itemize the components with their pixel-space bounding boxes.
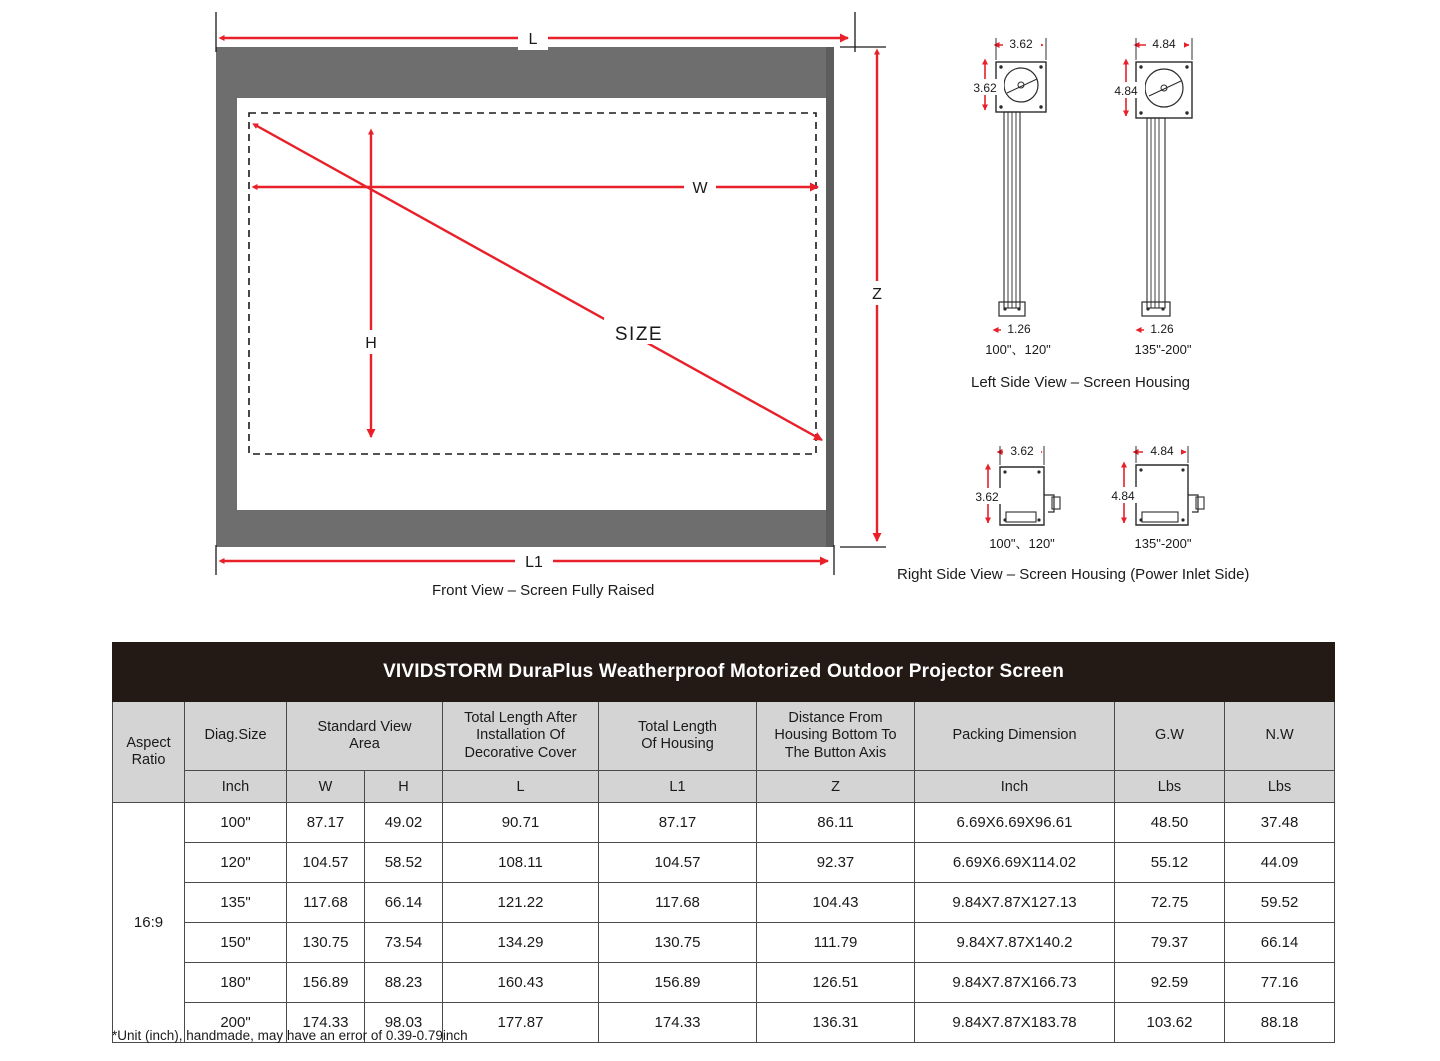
right-side-view-small: [968, 441, 1060, 551]
cell-l: 177.87: [443, 1003, 599, 1043]
cell-aspect-ratio: 16:9: [113, 803, 185, 1043]
dimension-L1: [224, 549, 828, 573]
svg-text:135"-200": 135"-200": [1134, 536, 1192, 551]
header-gw: G.W: [1115, 702, 1225, 771]
cell-nw: 44.09: [1225, 843, 1335, 883]
cell-z: 136.31: [757, 1003, 915, 1043]
svg-text:4.84: 4.84: [1150, 444, 1174, 458]
cell-diag: 135": [185, 883, 287, 923]
header-distance-axis: [757, 702, 915, 771]
front-view-screen: [216, 47, 834, 547]
cell-h: 73.54: [365, 923, 443, 963]
svg-text:1.26: 1.26: [1150, 322, 1174, 336]
svg-text:W: W: [692, 180, 708, 197]
header-nw: N.W: [1225, 702, 1335, 771]
header-total-length-cover-line2: Installation Of: [476, 727, 565, 744]
svg-text:Z: Z: [872, 286, 882, 303]
spec-table: [112, 642, 1335, 1043]
cell-l1: 87.17: [599, 803, 757, 843]
svg-text:100"、120": 100"、120": [985, 342, 1051, 357]
unit-z: Z: [757, 771, 915, 803]
header-distance-axis-line1: Distance From: [788, 709, 883, 726]
cell-l: 121.22: [443, 883, 599, 923]
svg-text:4.84: 4.84: [1114, 84, 1138, 98]
dimension-L: [224, 26, 848, 50]
header-distance-axis-line2: Housing Bottom To: [774, 727, 897, 744]
cell-packing: 9.84X7.87X127.13: [915, 883, 1115, 923]
cell-nw: 59.52: [1225, 883, 1335, 923]
header-total-length-cover: [443, 702, 599, 771]
left-side-view-small: [966, 34, 1051, 357]
cell-w: 87.17: [287, 803, 365, 843]
cell-diag: 100": [185, 803, 287, 843]
cell-nw: 88.18: [1225, 1003, 1335, 1043]
cell-l1: 104.57: [599, 843, 757, 883]
cell-h: 88.23: [365, 963, 443, 1003]
header-aspect-ratio: [113, 702, 185, 803]
cell-h: 98.03: [365, 1003, 443, 1043]
cell-diag: 120": [185, 843, 287, 883]
cell-w: 174.33: [287, 1003, 365, 1043]
table-row: [113, 843, 1335, 883]
cell-nw: 66.14: [1225, 923, 1335, 963]
cell-gw: 55.12: [1115, 843, 1225, 883]
unit-gw: Lbs: [1115, 771, 1225, 803]
unit-l: L: [443, 771, 599, 803]
table-header-row: [113, 702, 1335, 771]
table-row: [113, 923, 1335, 963]
unit-w: W: [287, 771, 365, 803]
header-standard-view-area: [287, 702, 443, 771]
header-distance-axis-line3: The Button Axis: [784, 744, 887, 761]
svg-text:135"-200": 135"-200": [1134, 342, 1192, 357]
svg-text:1.26: 1.26: [1007, 322, 1031, 336]
cell-l1: 174.33: [599, 1003, 757, 1043]
cell-diag: 200": [185, 1003, 287, 1043]
cell-l: 160.43: [443, 963, 599, 1003]
cell-gw: 79.37: [1115, 923, 1225, 963]
cell-packing: 9.84X7.87X140.2: [915, 923, 1115, 963]
svg-text:4.84: 4.84: [1111, 489, 1135, 503]
svg-text:100"、120": 100"、120": [989, 536, 1055, 551]
right-side-view-large: [1104, 441, 1204, 551]
table-title-row: [113, 643, 1335, 702]
cell-diag: 150": [185, 923, 287, 963]
cell-l1: 130.75: [599, 923, 757, 963]
cell-w: 130.75: [287, 923, 365, 963]
left-side-view-large: [1107, 34, 1192, 357]
header-total-length-housing-line1: Total Length: [637, 718, 717, 735]
svg-text:L1: L1: [525, 554, 543, 571]
cell-packing: 9.84X7.87X183.78: [915, 1003, 1115, 1043]
cell-gw: 48.50: [1115, 803, 1225, 843]
unit-nw: Lbs: [1225, 771, 1335, 803]
svg-text:H: H: [365, 335, 377, 352]
header-total-length-cover-line3: Decorative Cover: [464, 744, 577, 761]
svg-text:3.62: 3.62: [973, 81, 997, 95]
cell-l1: 156.89: [599, 963, 757, 1003]
cell-packing: 9.84X7.87X166.73: [915, 963, 1115, 1003]
spec-table-container: [112, 642, 1334, 1043]
cell-l: 108.11: [443, 843, 599, 883]
header-aspect-ratio-line2: Ratio: [131, 752, 166, 768]
cell-nw: 37.48: [1225, 803, 1335, 843]
table-unit-row: [113, 771, 1335, 803]
cell-nw: 77.16: [1225, 963, 1335, 1003]
dimension-Z: [864, 54, 890, 541]
left-side-view-caption: Left Side View – Screen Housing: [971, 374, 1191, 391]
svg-text:L: L: [528, 31, 538, 48]
table-row: [113, 963, 1335, 1003]
cell-diag: 180": [185, 963, 287, 1003]
cell-w: 117.68: [287, 883, 365, 923]
cell-l1: 117.68: [599, 883, 757, 923]
table-row: [113, 883, 1335, 923]
cell-z: 86.11: [757, 803, 915, 843]
header-total-length-cover-line1: Total Length After: [464, 709, 577, 726]
svg-text:SIZE: SIZE: [614, 324, 664, 345]
header-diag-size: Diag.Size: [185, 702, 287, 771]
cell-gw: 92.59: [1115, 963, 1225, 1003]
cell-z: 111.79: [757, 923, 915, 963]
unit-diag-size: Inch: [185, 771, 287, 803]
header-aspect-ratio-line1: Aspect: [126, 734, 171, 751]
header-total-length-housing: [599, 702, 757, 771]
cell-packing: 6.69X6.69X114.02: [915, 843, 1115, 883]
header-standard-view-area-line2: Area: [349, 736, 380, 752]
unit-packing: Inch: [915, 771, 1115, 803]
cell-h: 49.02: [365, 803, 443, 843]
cell-gw: 72.75: [1115, 883, 1225, 923]
svg-text:3.62: 3.62: [1010, 444, 1034, 458]
cell-l: 90.71: [443, 803, 599, 843]
front-view-caption: Front View – Screen Fully Raised: [432, 582, 655, 599]
svg-text:4.84: 4.84: [1152, 37, 1176, 51]
cell-h: 58.52: [365, 843, 443, 883]
table-title: VIVIDSTORM DuraPlus Weatherproof Motorized Outdoor Projector Screen: [113, 643, 1335, 702]
cell-w: 104.57: [287, 843, 365, 883]
cell-gw: 103.62: [1115, 1003, 1225, 1043]
right-side-view-caption: Right Side View – Screen Housing (Power Inlet Side): [897, 566, 1250, 583]
svg-text:3.62: 3.62: [975, 490, 999, 504]
footnote: *Unit (inch), handmade, may have an error of 0.39-0.79inch: [112, 1028, 468, 1043]
svg-text:3.62: 3.62: [1009, 37, 1033, 51]
cell-z: 104.43: [757, 883, 915, 923]
table-row: [113, 803, 1335, 843]
header-packing-dimension: Packing Dimension: [915, 702, 1115, 771]
cell-z: 126.51: [757, 963, 915, 1003]
header-total-length-housing-line2: Of Housing: [641, 736, 714, 752]
cell-h: 66.14: [365, 883, 443, 923]
cell-z: 92.37: [757, 843, 915, 883]
unit-l1: L1: [599, 771, 757, 803]
unit-h: H: [365, 771, 443, 803]
cell-packing: 6.69X6.69X96.61: [915, 803, 1115, 843]
cell-w: 156.89: [287, 963, 365, 1003]
cell-l: 134.29: [443, 923, 599, 963]
header-standard-view-area-line1: Standard View: [317, 718, 412, 735]
